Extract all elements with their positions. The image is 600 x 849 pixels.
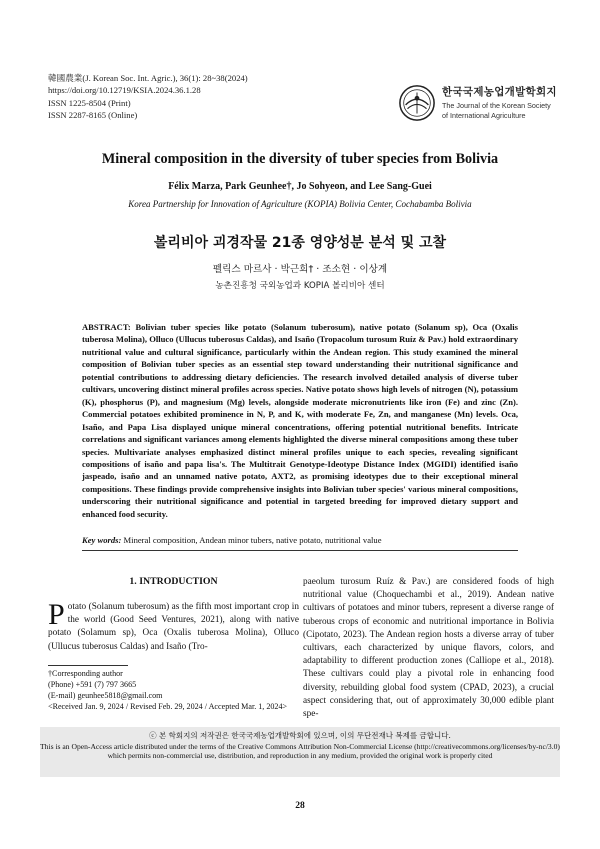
copyright-notice-ko: ⓒ 본 학회지의 저작권은 한국국제농업개발학회에 있으며, 이의 무단전재나 복제를 금합니다. [149, 731, 451, 740]
keywords-label: Key words: [82, 535, 122, 545]
society-name-en-line1: The Journal of the Korean Society [442, 101, 551, 110]
license-box [40, 727, 560, 777]
footnote [48, 669, 308, 713]
society-name-en-line2: of International Agriculture [442, 110, 526, 120]
society-name-ko: 한국국제농업개발학회지 [442, 86, 557, 98]
society-logo [398, 82, 568, 128]
affiliation: Korea Partnership for Innovation of Agriculture (KOPIA) Bolivia Center, Cochabamba Bolivia [128, 199, 472, 209]
intro-right-column [303, 576, 554, 721]
footnote-divider [48, 665, 128, 666]
section-divider [82, 550, 518, 551]
journal-citation: 韓國農業(J. Korean Soc. Int. Agric.), 36(1): 28~38(2024) [48, 73, 248, 83]
intro-left-text: otato (Solanum tuberosum) as the fifth most important crop in the world (Good Seed Ventures, 2021), along with native potato (Solamum sp), Oca (Oxalis tuberosa Molina), Olluco (Ullucus tuberosus Caldas) and Isaño (Tro- [48, 602, 299, 652]
intro-right-text: paeolum turosum Ruíz & Pav.) are considered foods of high nutritional value (Choquechambi et al., 2019). Andean native cultivars of potatoes and minor tubers, represent a diverse range of tuberous crops of economic and nutritional importance in Bolivia (Cipotato, 2023). The Andean region hosts a diverse array of tuber cultivars, each characterized by unique flavors, colors, and adaptability to different production zones (Calliope et al., 2018). These cultivars could play a pivotal role in enhancing food diversity, rebuilding global food system (CPAD, 2023), a crucial aspect considering that, out of approximately 30,000 edible plant spe- [303, 577, 554, 720]
abstract [82, 321, 518, 520]
keywords-text: Mineral composition, Andean minor tubers, native potato, nutritional value [121, 535, 382, 545]
abstract-text: Bolivian tuber species like potato (Solanum tuberosum), native potato (Solanum sp), Oca (Oxalis tuberosa Molina), Olluco (Ullucus tuberosus Caldas), and Isaño (Tropacolum turosum Ruíz & Pav.) hold extraordinary nutritional value and cultural significance, particularly within the Andean region. This study examined the mineral composition of Bolivian tuber species as an essential step toward understanding their nutritional significance and potential contributions to addressing dietary deficiencies. The research involved detailed analysis of diverse tuber cultivars, uncovering distinct mineral profiles across species. Native potato shows high levels of nitrogen (N), potassium (K), phosphorus (P), and magnesium (Mg) levels, alongside moderate micronutrients like iron (Fe) and zinc (Zn). Commercial potatoes exhibited prominence in N, P, and K, with moderate Fe, Zn, and manganese (Mn) levels. Oca, Isaño, and Papa Lisa displayed unique mineral concentrations, offering potential nutritional benefits. Intricate correlations and significant variances among elements highlighted the diverse mineral compositions among these tuber species. Multivariate analyses emphasized distinct mineral profiles unique to each species, revealing significant compositions of isaño and papa lisa's. The Multitrait Genotype-Ideotype Distance Index (MGIDI) identified isaño jaspeado, isaño and an unnamed native potato, AXT2, as promising ideotypes due to their exceptional mineral compositions. These findings provide comprehensive insights into Bolivian tuber species' various mineral compositions, underscoring their nutritional significance and potential in targeted breeding for improved dietary support and enhanced food security. [82, 322, 518, 519]
author-list-ko: 펠릭스 마르사 · 박근희† · 조소현 · 이상계 [212, 264, 388, 275]
keywords [82, 535, 518, 545]
footnote-email: (E-mail) geunhee5818@gmail.com [48, 690, 163, 700]
footnote-phone: (Phone) +591 (7) 797 3665 [48, 679, 137, 689]
affiliation-ko: 농촌진흥청 국외농업과 KOPIA 볼리비아 센터 [215, 281, 385, 291]
issn-print: ISSN 1225-8504 (Print) [48, 97, 131, 108]
author-list: Félix Marza, Park Geunhee†, Jo Sohyeon, and Lee Sang-Guei [168, 181, 432, 192]
paper-title: Mineral composition in the diversity of tuber species from Bolivia [101, 151, 499, 167]
abstract-label: ABSTRACT: [82, 322, 131, 332]
page-number: 28 [295, 800, 305, 811]
issn-online: ISSN 2287-8165 (Online) [48, 109, 138, 120]
drop-cap: P [48, 598, 65, 631]
footnote-corresponding: †Corresponding author [48, 669, 123, 678]
section-heading-introduction: 1. INTRODUCTION [129, 576, 218, 587]
paper-title-ko: 볼리비아 괴경작물 21종 영양성분 분석 및 고찰 [153, 235, 447, 251]
society-emblem-icon [398, 84, 436, 122]
journal-meta [48, 72, 248, 121]
intro-left-column [48, 598, 299, 654]
doi-link[interactable]: https://doi.org/10.12719/KSIA.2024.36.1.28 [48, 85, 201, 96]
society-name-en [442, 101, 551, 120]
license-text: This is an Open-Access article distributed under the terms of the Creative Commons Attribution Non-Commercial License (http://creativecommons.org/licenses/by-nc/3.0) which permits non-commercial use, distribution, and reproduction in any medium, provided the original work is properly cited [40, 741, 560, 761]
footnote-dates: <Received Jan. 9, 2024 / Revised Feb. 29, 2024 / Accepted Mar. 1, 2024> [48, 701, 288, 711]
